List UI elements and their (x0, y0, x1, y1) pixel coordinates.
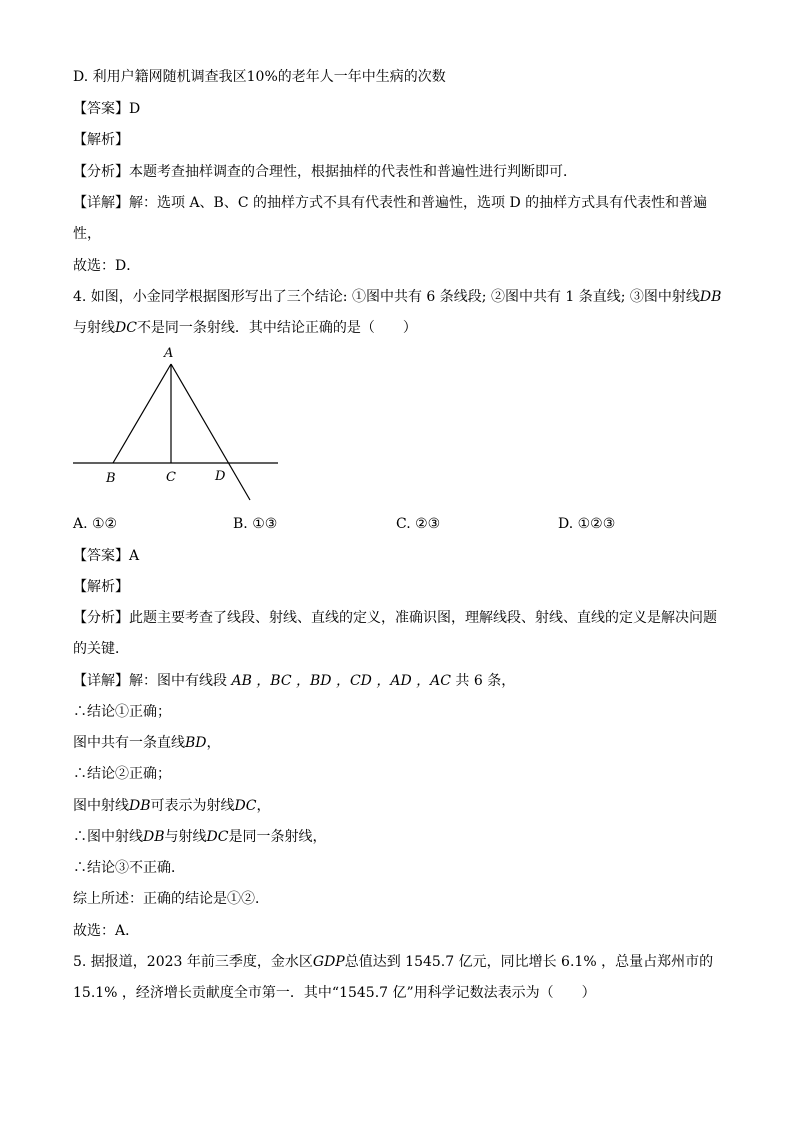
ray-ad (171, 364, 250, 500)
q4-stem-line-1: 4. 如图，小金同学根据图形写出了三个结论: ①图中共有 6 条线段; ②图中共有 1 条直线; ③图中射线DB (73, 289, 722, 305)
q4-step-2: 图中共有一条直线BD， (73, 735, 221, 751)
q4-step-4: 图中射线DB可表示为射线DC， (73, 798, 271, 814)
label-a: A (164, 346, 174, 361)
q3-analysis-heading: 【解析】 (73, 132, 129, 148)
q4-option-d: D. ①②③ (558, 516, 616, 532)
label-d: D (215, 469, 226, 484)
segment-ab (113, 364, 171, 463)
q4-analysis-heading: 【解析】 (73, 579, 129, 595)
q4-option-b: B. ①③ (233, 516, 278, 532)
q3-answer: 【答案】D (73, 101, 141, 117)
q3-detail: 【详解】解：选项 A、B、C 的抽样方式不具有代表性和普遍性，选项 D 的抽样方式具有代表性和普遍 (73, 195, 708, 211)
q4-answer: 【答案】A (73, 548, 140, 564)
q3-fenxi: 【分析】本题考查抽样调查的合理性，根据抽样的代表性和普遍性进行判断即可． (73, 164, 577, 180)
q4-step-3: ∴结论②正确； (73, 766, 171, 782)
q4-option-a: A. ①② (73, 516, 118, 532)
label-b: B (106, 471, 116, 486)
q3-choose: 故选：D． (73, 258, 141, 274)
q4-step-1: ∴结论①正确； (73, 704, 171, 720)
q4-fenxi: 【分析】此题主要考查了线段、射线、直线的定义，准确识图，理解线段、射线、直线的定义是解决问题 (73, 610, 717, 626)
q5-stem-line-1: 5. 据报道，2023 年前三季度，金水区GDP总值达到 1545.7 亿元，同比增长 6.1% ，总量占郑州市的 (73, 954, 714, 970)
q4-step-6: ∴结论③不正确． (73, 860, 185, 876)
q4-summary: 综上所述：正确的结论是①②． (73, 891, 269, 907)
q4-step-5: ∴图中射线DB与射线DC是同一条射线， (73, 829, 327, 845)
q3-detail-continued: 性， (73, 226, 101, 242)
q4-geometry-figure (68, 342, 288, 508)
q5-stem-line-2: 15.1% ，经济增长贡献度全市第一．其中“1545.7 亿”用科学记数法表示为（ ） (73, 985, 596, 1001)
q3-option-d: D. 利用户籍网随机调查我区10%的老年人一年中生病的次数 (73, 69, 446, 85)
q4-detail: 【详解】解：图中有线段 AB ，BC ，BD ，CD ，AD ，AC 共 6 条， (73, 673, 516, 689)
q4-stem-line-2: 与射线DC不是同一条射线．其中结论正确的是（ ） (73, 320, 417, 336)
q4-option-c: C. ②③ (396, 516, 441, 532)
q4-choose: 故选：A． (73, 923, 140, 939)
q4-fenxi-continued: 的关键． (73, 641, 129, 657)
label-c: C (166, 470, 176, 485)
